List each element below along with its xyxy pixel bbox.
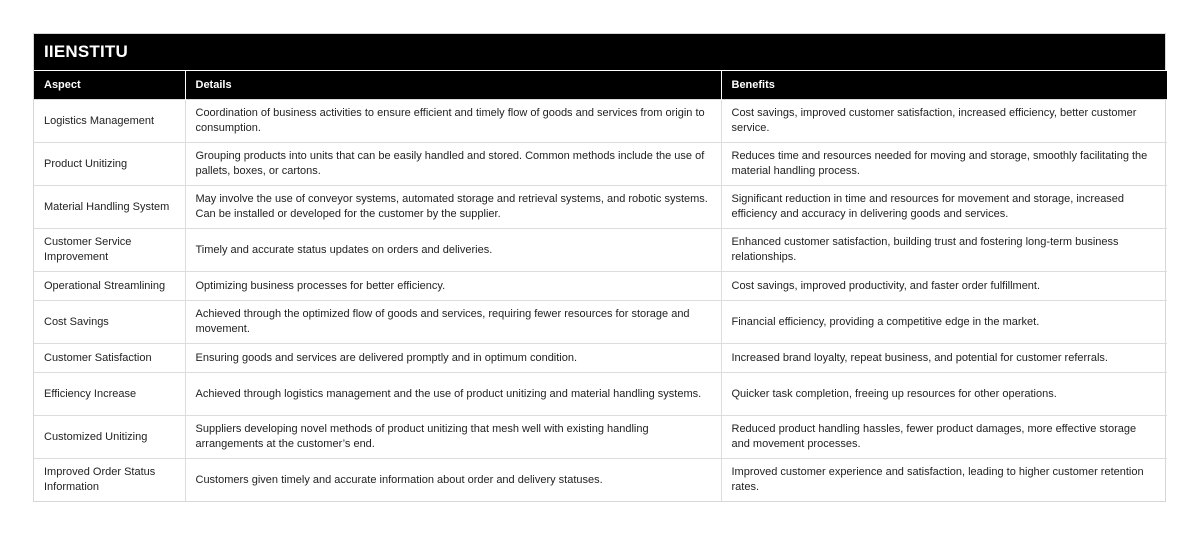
table-row xyxy=(34,272,1167,301)
aspect-cell: Efficiency Increase xyxy=(34,373,185,416)
aspect-cell: Operational Streamlining xyxy=(34,272,185,301)
benefits-cell: Cost savings, improved productivity, and faster order fulfillment. xyxy=(721,272,1167,301)
column-header-details: Details xyxy=(185,71,721,100)
benefits-cell: Improved customer experience and satisfaction, leading to higher customer retention rates. xyxy=(721,459,1167,502)
brand-title: IIENSTITU xyxy=(34,34,1165,70)
details-cell: Grouping products into units that can be easily handled and stored. Common methods include the use of pallets, boxes, or cartons. xyxy=(185,143,721,186)
details-cell: May involve the use of conveyor systems, automated storage and retrieval systems, and robotic systems. Can be installed or developed for the customer by the supplier. xyxy=(185,186,721,229)
details-cell: Customers given timely and accurate information about order and delivery statuses. xyxy=(185,459,721,502)
details-cell: Achieved through logistics management and the use of product unitizing and material handling systems. xyxy=(185,373,721,416)
details-cell: Ensuring goods and services are delivered promptly and in optimum condition. xyxy=(185,344,721,373)
benefits-cell: Cost savings, improved customer satisfaction, increased efficiency, better customer service. xyxy=(721,100,1167,143)
aspect-cell: Customer Service Improvement xyxy=(34,229,185,272)
benefits-cell: Financial efficiency, providing a competitive edge in the market. xyxy=(721,301,1167,344)
aspect-cell: Cost Savings xyxy=(34,301,185,344)
benefits-cell: Significant reduction in time and resources for movement and storage, increased efficiency and accuracy in delivering goods and services. xyxy=(721,186,1167,229)
table-row xyxy=(34,100,1167,143)
comparison-table-container xyxy=(33,33,1166,502)
benefits-cell: Reduces time and resources needed for moving and storage, smoothly facilitating the material handling process. xyxy=(721,143,1167,186)
table-row xyxy=(34,301,1167,344)
aspect-cell: Material Handling System xyxy=(34,186,185,229)
details-cell: Optimizing business processes for better efficiency. xyxy=(185,272,721,301)
comparison-table xyxy=(34,70,1167,501)
aspect-cell: Improved Order Status Information xyxy=(34,459,185,502)
aspect-cell: Product Unitizing xyxy=(34,143,185,186)
table-row xyxy=(34,344,1167,373)
table-header xyxy=(34,71,1167,100)
table-row xyxy=(34,229,1167,272)
details-cell: Achieved through the optimized flow of goods and services, requiring fewer resources for storage and movement. xyxy=(185,301,721,344)
details-cell: Timely and accurate status updates on orders and deliveries. xyxy=(185,229,721,272)
benefits-cell: Enhanced customer satisfaction, building trust and fostering long-term business relationships. xyxy=(721,229,1167,272)
benefits-cell: Increased brand loyalty, repeat business, and potential for customer referrals. xyxy=(721,344,1167,373)
aspect-cell: Customized Unitizing xyxy=(34,416,185,459)
table-row xyxy=(34,143,1167,186)
table-row xyxy=(34,373,1167,416)
table-row xyxy=(34,186,1167,229)
details-cell: Suppliers developing novel methods of product unitizing that mesh well with existing handling arrangements at the customer’s end. xyxy=(185,416,721,459)
column-header-aspect: Aspect xyxy=(34,71,185,100)
aspect-cell: Logistics Management xyxy=(34,100,185,143)
table-body xyxy=(34,100,1167,502)
benefits-cell: Reduced product handling hassles, fewer product damages, more effective storage and movement processes. xyxy=(721,416,1167,459)
table-row xyxy=(34,459,1167,502)
aspect-cell: Customer Satisfaction xyxy=(34,344,185,373)
details-cell: Coordination of business activities to ensure efficient and timely flow of goods and services from origin to consumption. xyxy=(185,100,721,143)
header-row xyxy=(34,71,1167,100)
benefits-cell: Quicker task completion, freeing up resources for other operations. xyxy=(721,373,1167,416)
table-row xyxy=(34,416,1167,459)
column-header-benefits: Benefits xyxy=(721,71,1167,100)
